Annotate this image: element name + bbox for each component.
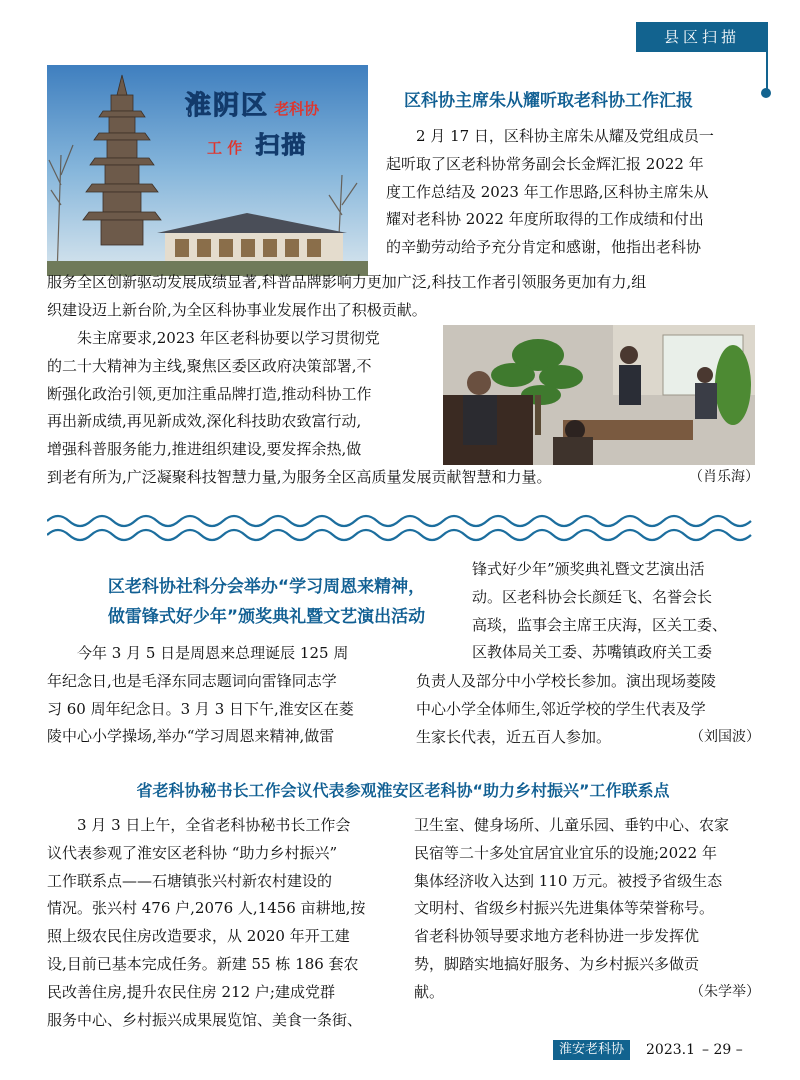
banner-title-line2 (207, 125, 307, 160)
text-line: 耀对老科协 2022 年度所取得的工作成绩和付出 (386, 210, 704, 229)
text-line: 照上级农民住房改造要求，从 2020 年开工建 (47, 927, 350, 946)
text-line: 的二十大精神为主线,聚焦区委区政府决策部署,不 (47, 356, 372, 375)
text-line: 情况。张兴村 476 户,2076 人,1456 亩耕地,按 (47, 899, 366, 918)
text-line: 民改善住房,提升农民住房 212 户;建成党群 (47, 982, 335, 1001)
article3-credit: （朱学举） (690, 983, 760, 1000)
text-line: 中心小学全体师生,邻近学校的学生代表及学 (416, 699, 706, 718)
text-line: 区教体局关工委、苏嘴镇政府关工委 (472, 643, 713, 662)
text-line: 生家长代表，近五百人参加。 (416, 727, 612, 746)
article2-title-line2: 做雷锋式好少年”颁奖典礼暨文艺演出活动 (107, 607, 426, 627)
article2-left-column (47, 640, 387, 751)
article2-title-line1: 区老科协社科分会举办“学习周恩来精神， (107, 577, 426, 597)
text-line: 3 月 3 日上午，全省老科协秘书长工作会 (77, 816, 351, 834)
text-line: 服务中心、乡村振兴成果展览馆、美食一条街、 (47, 1010, 363, 1029)
article2-right-column-bottom (416, 668, 760, 751)
text-line: 到老有所为,广泛凝聚科技智慧力量,为服务全区高质量发展贡献智慧和力量。 (47, 468, 552, 486)
article1-paragraph2-column (47, 325, 435, 464)
text-line: 习 60 周年纪念日。3 月 3 日下午,淮安区在菱 (47, 699, 354, 718)
text-line: 势，脚踏实地搞好服务、为乡村振兴多做贡 (414, 954, 700, 973)
meeting-photo (443, 325, 755, 465)
text-line: 2 月 17 日，区科协主席朱从耀及党组成员一 (416, 127, 714, 145)
banner-title-small-text: 老科协 (274, 100, 320, 118)
article2-credit: （刘国波） (690, 728, 760, 745)
text-line: 议代表参观了淮安区老科协 “助力乡村振兴” (47, 843, 338, 862)
text-line: 民宿等二十多处宜居宜业宜乐的设施;2022 年 (414, 843, 717, 862)
section-tag-line (766, 36, 768, 92)
article1-paragraph1-full (47, 269, 759, 325)
text-line: 省老科协领导要求地方老科协进一步发挥优 (414, 927, 700, 946)
text-line: 锋式好少年”颁奖典礼暨文艺演出活 (472, 560, 705, 578)
footer-issue: 2023.1 (646, 1042, 695, 1058)
banner-title-scan-text: 扫描 (255, 131, 308, 159)
text-line: 的辛勤劳动给予充分肯定和感谢，他指出老科协 (386, 238, 702, 257)
text-line: 卫生室、健身场所、儿童乐园、垂钓中心、农家 (414, 816, 730, 834)
article3-left-column (47, 812, 391, 1034)
text-line: 集体经济收入达到 110 万元。被授予省级生态 (414, 871, 723, 890)
text-line: 服务全区创新驱动发展成绩显著,科普品牌影响力更加广泛,科技工作者引领服务更加有力,组 (47, 273, 647, 291)
article2-title (84, 572, 449, 632)
banner-title-line1 (185, 85, 319, 122)
text-line: 增强科普服务能力,推进组织建设,要发挥余热,做 (47, 440, 362, 459)
text-line: 今年 3 月 5 日是周恩来总理诞辰 125 周 (77, 644, 349, 662)
page-number: – 29 – (702, 1042, 743, 1058)
text-line: 高琰，监事会主席王庆海，区关工委、 (472, 615, 728, 634)
article3-title: 省老科协秘书长工作会议代表参观淮安区老科协“助力乡村振兴”工作联系点 (136, 781, 670, 800)
text-line: 工作联系点——石塘镇张兴村新农村建设的 (47, 871, 333, 890)
text-line: 再出新成绩,再见新成效,深化科技助农致富行动, (47, 412, 362, 431)
article1-title: 区科协主席朱从耀听取老科协工作汇报 (404, 91, 693, 111)
text-line: 度工作总结及 2023 年工作思路,区科协主席朱从 (386, 182, 709, 201)
text-line: 起听取了区老科协常务副会长金辉汇报 2022 年 (386, 154, 704, 173)
decorative-divider (47, 513, 757, 543)
text-line: 文明村、省级乡村振兴先进集体等荣誉称号。 (414, 899, 715, 918)
text-line: 年纪念日,也是毛泽东同志题词向雷锋同志学 (47, 671, 337, 690)
text-line: 献。 (414, 982, 445, 1001)
text-line: 动。区老科协会长颜廷飞、名誉会长 (472, 587, 713, 606)
text-line: 设,目前已基本完成任务。新建 55 栋 186 套农 (47, 954, 359, 973)
article1-paragraph1-column (386, 123, 758, 262)
text-line: 陵中心小学操场,举办“学习周恩来精神,做雷 (47, 727, 335, 746)
text-line: 负责人及部分中小学校长参加。演出现场菱陵 (416, 672, 717, 690)
article1-credit: （肖乐海） (689, 469, 759, 485)
article3-right-column (414, 812, 760, 1007)
banner-image (47, 65, 368, 276)
meeting-room-illustration (443, 325, 755, 465)
text-line: 织建设迈上新台阶,为全区科协事业发展作出了积极贡献。 (47, 300, 427, 319)
section-tag-dot (761, 88, 771, 98)
footer-magazine-name: 淮安老科协 (553, 1040, 630, 1060)
text-line: 朱主席要求,2023 年区老科协要以学习贯彻党 (77, 329, 380, 347)
banner-title-big-text: 淮阴区 (185, 91, 270, 121)
article2-right-column-top (472, 556, 760, 667)
article1-paragraph2-last-line (47, 464, 759, 492)
text-line: 断强化政治引领,更加注重品牌打造,推动科协工作 (47, 384, 372, 403)
banner-title-work-text: 工 作 (207, 139, 243, 157)
section-tag: 县区扫描 (636, 22, 768, 52)
